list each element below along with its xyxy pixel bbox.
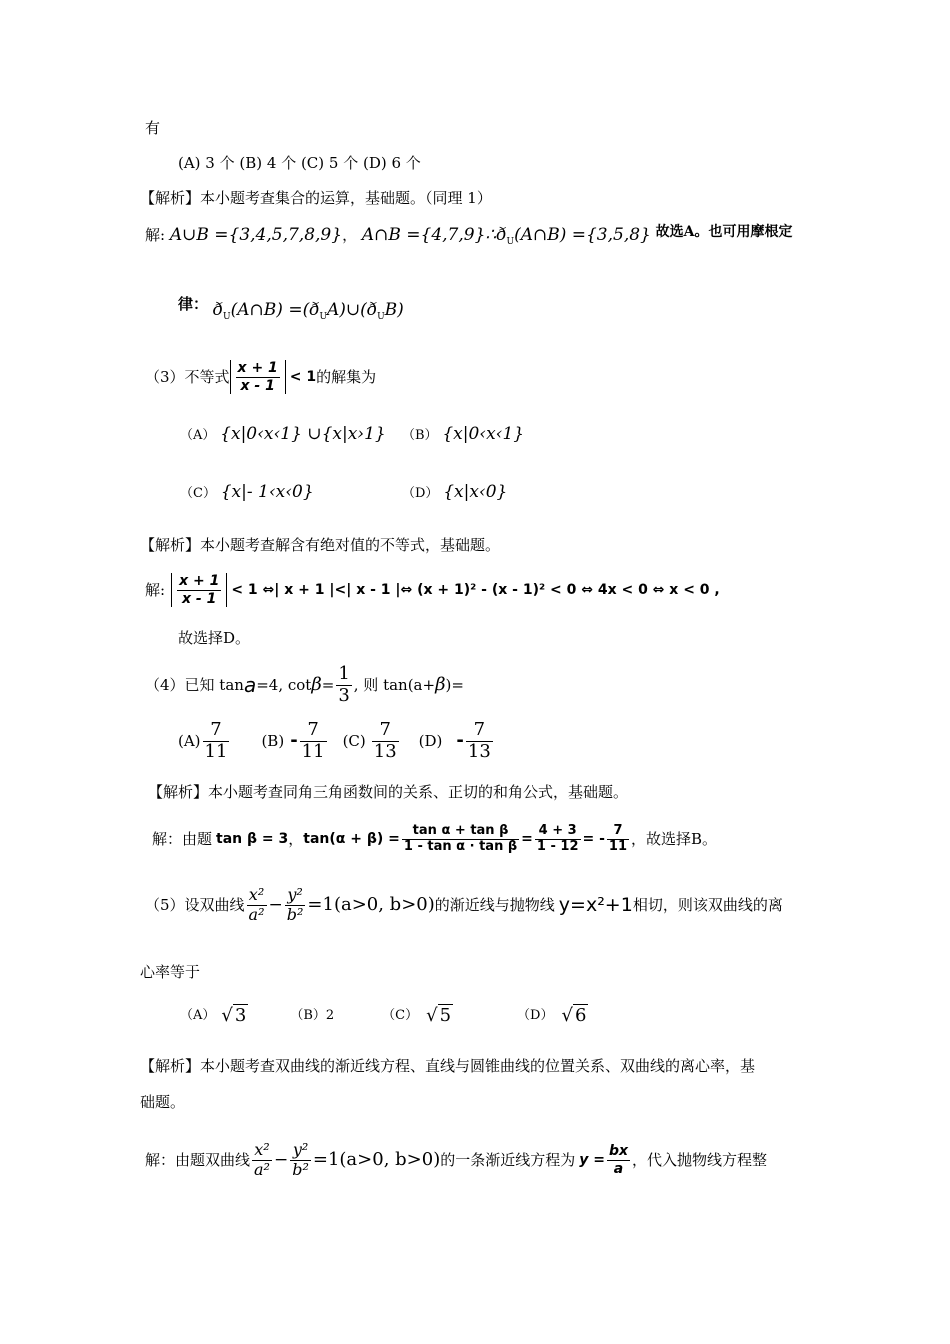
option-math: {x|0‹x‹1} bbox=[442, 424, 525, 444]
numerator: y² bbox=[290, 1141, 311, 1160]
analysis-q5-line2: 础题。 bbox=[140, 1093, 186, 1111]
options-q2: (A) 3 个 (B) 4 个 (C) 5 个 (D) 6 个 bbox=[178, 154, 421, 172]
numerator: x² bbox=[252, 1141, 272, 1160]
analysis-q3: 【解析】本小题考查解含有绝对值的不等式，基础题。 bbox=[140, 536, 501, 554]
conclusion-text: 故选A。也可用摩根定 bbox=[655, 224, 793, 240]
q5-tail: 相切，则该双曲线的离 bbox=[632, 896, 783, 914]
beta-symbol: β bbox=[311, 674, 322, 695]
denominator: b² bbox=[286, 904, 304, 924]
denominator: 1 - 12 bbox=[536, 838, 579, 854]
question-3 bbox=[145, 355, 376, 399]
minus: − bbox=[268, 895, 283, 915]
fraction bbox=[236, 360, 280, 393]
numerator: 7 bbox=[203, 720, 230, 742]
option-label: （C） bbox=[382, 1008, 419, 1023]
solution-prefix: 解: bbox=[145, 581, 166, 599]
radicand: 5 bbox=[439, 1005, 452, 1026]
numerator: x + 1 bbox=[237, 360, 278, 377]
numerator: 7 bbox=[372, 720, 399, 742]
solution-prefix: 解：由题 bbox=[152, 830, 213, 848]
fraction bbox=[177, 573, 221, 606]
solution-q2 bbox=[145, 225, 793, 252]
denominator: x - 1 bbox=[182, 590, 217, 607]
subscript-u: U bbox=[223, 312, 231, 322]
option-fraction bbox=[203, 720, 230, 762]
numerator: x² bbox=[247, 886, 267, 905]
x-squared-over-a-squared bbox=[252, 1141, 272, 1179]
denominator: 3 bbox=[338, 684, 350, 706]
equivalence-chain: < 1 ⇔| x + 1 |<| x - 1 |⇔ (x + 1)² - (x - 1)² < 0 ⇔ 4x < 0 ⇔ x < 0 , bbox=[231, 582, 720, 598]
question-4 bbox=[145, 662, 464, 708]
equals: = bbox=[521, 831, 533, 847]
denominator: a² bbox=[254, 1159, 270, 1179]
sqrt-3: √ 3 bbox=[221, 1005, 247, 1026]
subscript-u: U bbox=[319, 312, 328, 322]
comma: ， bbox=[342, 226, 358, 244]
substituted-fraction bbox=[535, 824, 581, 855]
denominator: x - 1 bbox=[240, 377, 275, 394]
math-law-a: ð bbox=[212, 300, 224, 320]
q5-line2: 心率等于 bbox=[140, 963, 201, 981]
denominator: b² bbox=[292, 1159, 309, 1179]
option-label: （A） bbox=[180, 428, 216, 443]
result-fraction bbox=[607, 824, 629, 855]
denominator: a² bbox=[248, 904, 265, 924]
q5-mid: 的渐近线与抛物线 bbox=[434, 896, 555, 914]
numerator: 7 bbox=[300, 720, 327, 742]
q3-option-c bbox=[180, 482, 314, 504]
analysis-q5-line1: 【解析】本小题考查双曲线的渐近线方程、直线与圆锥曲线的位置关系、双曲线的离心率，基 bbox=[140, 1057, 756, 1075]
math-law-d: B) bbox=[384, 300, 404, 320]
law-label: 律： bbox=[178, 295, 209, 313]
hyperbola-condition: =1(a>0, b>0) bbox=[312, 1149, 441, 1170]
option-fraction bbox=[466, 720, 493, 762]
option-label: (C) bbox=[342, 732, 366, 750]
math-complement: (A∩B) ={3,5,8} bbox=[514, 225, 651, 245]
tan-sum-lhs: tan(α + β) = bbox=[303, 831, 400, 847]
equals-minus: = - bbox=[582, 831, 605, 847]
q5-prefix: （5）设双曲线 bbox=[145, 896, 245, 914]
tan-sum-formula bbox=[402, 824, 519, 855]
numerator: 7 bbox=[466, 720, 493, 742]
separator: ， bbox=[288, 830, 304, 848]
q5-options bbox=[180, 998, 588, 1034]
option-label: （B）2 bbox=[290, 1008, 335, 1023]
solution-q4 bbox=[152, 816, 717, 862]
numerator: 4 + 3 bbox=[535, 824, 581, 840]
numerator: x + 1 bbox=[179, 573, 220, 590]
fraction-one-third bbox=[336, 664, 351, 706]
text-line: 有 bbox=[145, 119, 161, 137]
asymptote-fraction bbox=[607, 1143, 630, 1176]
subscript-u: U bbox=[506, 237, 515, 247]
math-law-c: A)∪(ð bbox=[327, 300, 378, 320]
hyperbola-condition: =1(a>0, b>0) bbox=[307, 894, 435, 915]
abs-fraction bbox=[230, 360, 286, 393]
choose-q3: 故选择D。 bbox=[178, 629, 251, 647]
solution-prefix: 解：由题双曲线 bbox=[145, 1151, 251, 1169]
abs-fraction bbox=[171, 573, 227, 606]
option-label: (A) bbox=[178, 732, 201, 750]
option-label: （A） bbox=[180, 1008, 216, 1023]
option-fraction bbox=[300, 720, 327, 762]
denominator: 11 bbox=[608, 838, 628, 854]
q3-option-d bbox=[402, 482, 507, 504]
demorgan-law bbox=[178, 295, 404, 327]
denominator: 11 bbox=[204, 740, 228, 762]
numerator: bx bbox=[608, 1143, 629, 1160]
q4-mid: =4, cot bbox=[256, 676, 312, 694]
option-math: {x|x‹0} bbox=[443, 482, 508, 502]
radicand: 3 bbox=[234, 1005, 247, 1026]
less-than-one: < 1 bbox=[289, 369, 317, 385]
alpha-symbol: a bbox=[243, 673, 257, 697]
option-label: （C） bbox=[180, 486, 216, 501]
q4-suffix: , 则 tan(a+ bbox=[353, 676, 436, 694]
q3-suffix: 的解集为 bbox=[316, 368, 377, 386]
parabola-equation: y=x²+1 bbox=[558, 894, 633, 916]
numerator: 7 bbox=[607, 824, 629, 840]
denominator: 13 bbox=[373, 740, 397, 762]
q3-option-a bbox=[180, 424, 386, 446]
math-intersection: A∩B ={4,7,9}∴ð bbox=[361, 225, 507, 245]
sol5-tail: ，代入抛物线方程整 bbox=[632, 1151, 768, 1169]
q3-prefix: （3）不等式 bbox=[145, 368, 230, 386]
y-squared-over-b-squared bbox=[290, 1141, 311, 1179]
denominator: 13 bbox=[467, 740, 491, 762]
equals: = bbox=[321, 676, 335, 694]
y-squared-over-b-squared bbox=[285, 886, 306, 924]
denominator: 1 - tan α · tan β bbox=[403, 838, 518, 854]
option-label: (D) bbox=[418, 732, 443, 750]
denominator: a bbox=[613, 1160, 624, 1177]
q4-end: )= bbox=[445, 676, 464, 694]
subscript-u: U bbox=[377, 312, 385, 322]
solution-prefix: 解: bbox=[145, 226, 166, 244]
denominator: 11 bbox=[301, 740, 325, 762]
solution-q3 bbox=[145, 568, 720, 612]
minus-sign: - bbox=[290, 730, 298, 751]
beta-symbol: β bbox=[435, 674, 446, 695]
numerator: 1 bbox=[338, 662, 350, 684]
option-label: （D） bbox=[517, 1008, 554, 1023]
option-label: (B) bbox=[261, 732, 285, 750]
analysis-q2: 【解析】本小题考查集合的运算，基础题。（同理 1） bbox=[140, 189, 492, 207]
numerator: tan α + tan β bbox=[402, 824, 519, 840]
minus-sign: - bbox=[456, 730, 464, 751]
sqrt-5: √ 5 bbox=[426, 1005, 452, 1026]
math-law-b: (A∩B) =(ð bbox=[230, 300, 320, 320]
q3-option-b bbox=[402, 424, 524, 446]
sqrt-6: √ 6 bbox=[561, 1005, 587, 1026]
q4-prefix: （4）已知 tan bbox=[145, 676, 244, 694]
minus: − bbox=[273, 1150, 289, 1170]
asymptote-lhs: y = bbox=[579, 1152, 605, 1168]
given-tan-beta: tan β = 3 bbox=[216, 831, 289, 847]
choose-q4: ，故选择B。 bbox=[631, 830, 718, 848]
option-math: {x|0‹x‹1} ∪{x|x›1} bbox=[220, 424, 386, 444]
radicand: 6 bbox=[574, 1005, 587, 1026]
option-math: {x|- 1‹x‹0} bbox=[220, 482, 314, 502]
analysis-q4: 【解析】本小题考查同角三角函数间的关系、正切的和角公式，基础题。 bbox=[148, 783, 629, 801]
option-fraction bbox=[372, 720, 399, 762]
numerator: y² bbox=[285, 886, 306, 905]
option-label: （D） bbox=[402, 486, 439, 501]
q4-options bbox=[178, 718, 495, 764]
x-squared-over-a-squared bbox=[247, 886, 267, 924]
math-union: A∪B ={3,4,5,7,8,9} bbox=[169, 225, 343, 245]
sol5-mid: 的一条渐近线方程为 bbox=[440, 1151, 576, 1169]
question-5 bbox=[145, 880, 783, 930]
solution-q5 bbox=[145, 1133, 767, 1187]
option-label: （B） bbox=[402, 428, 438, 443]
